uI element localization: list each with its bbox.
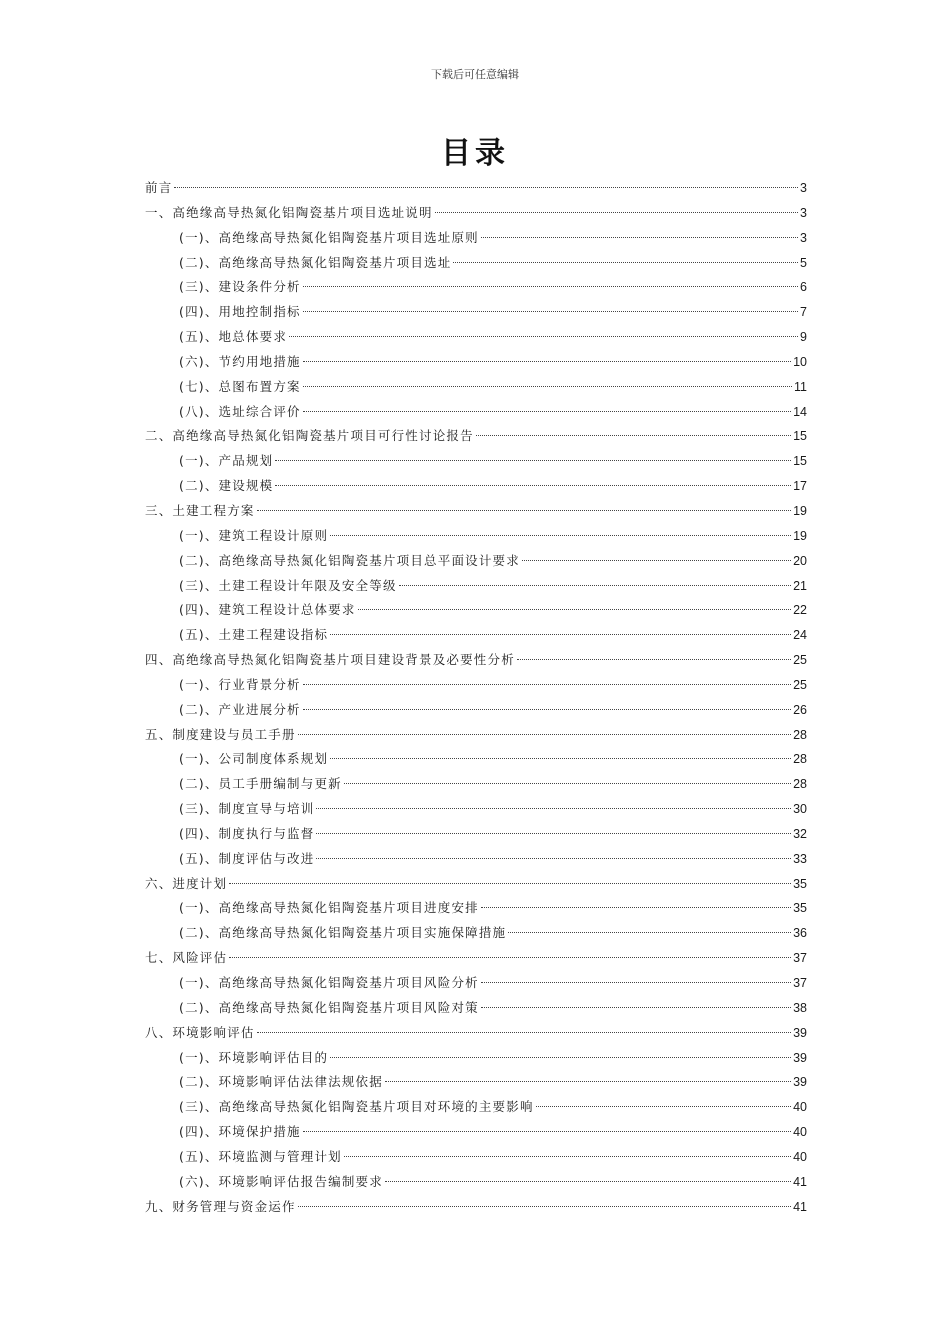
toc-entry-label: 二、高绝缘高导热氮化铝陶瓷基片项目可行性讨论报告 (145, 428, 474, 444)
toc-dot-leader (303, 684, 791, 685)
toc-entry-label: 六、进度计划 (145, 875, 228, 891)
toc-entry-label: (三)、制度宣导与培训 (179, 801, 315, 817)
toc-entry-page: 33 (793, 851, 807, 866)
toc-entry-label: (四)、环境保护措施 (179, 1124, 301, 1140)
toc-dot-leader (275, 485, 791, 486)
toc-entry-label: (二)、环境影响评估法律法规依据 (179, 1074, 383, 1090)
toc-entry[interactable] (145, 921, 807, 946)
toc-entry-page: 38 (793, 1000, 807, 1015)
toc-dot-leader (303, 311, 798, 312)
toc-entry-page: 11 (794, 379, 807, 394)
toc-entry-page: 26 (793, 702, 807, 717)
toc-dot-leader (344, 783, 791, 784)
toc-entry-label: (四)、建筑工程设计总体要求 (179, 602, 356, 618)
toc-entry[interactable] (145, 524, 807, 549)
toc-dot-leader (476, 435, 791, 436)
toc-entry[interactable] (145, 723, 807, 748)
toc-entry-page: 40 (793, 1149, 807, 1164)
toc-entry[interactable] (145, 226, 807, 251)
toc-entry[interactable] (145, 201, 807, 226)
toc-dot-leader (303, 386, 792, 387)
toc-entry[interactable] (145, 1070, 807, 1095)
toc-dot-leader (316, 833, 791, 834)
toc-dot-leader (229, 957, 791, 958)
toc-entry[interactable] (145, 598, 807, 623)
toc-entry-label: (一)、建筑工程设计原则 (179, 527, 329, 543)
toc-entry-page: 28 (793, 777, 807, 792)
toc-entry-page: 36 (793, 926, 807, 941)
toc-entry-label: (二)、员工手册编制与更新 (179, 776, 342, 792)
toc-entry-page: 17 (793, 479, 807, 494)
toc-dot-leader (399, 585, 791, 586)
toc-entry-label: 五、制度建设与员工手册 (145, 726, 296, 742)
toc-entry[interactable] (145, 1021, 807, 1046)
toc-entry-label: (四)、制度执行与监督 (179, 825, 315, 841)
toc-dot-leader (344, 1156, 791, 1157)
toc-entry-label: (三)、高绝缘高导热氮化铝陶瓷基片项目对环境的主要影响 (179, 1099, 534, 1115)
toc-entry-page: 20 (793, 553, 807, 568)
toc-dot-leader (303, 709, 791, 710)
toc-entry-label: (五)、地总体要求 (179, 329, 288, 345)
toc-entry-label: (一)、高绝缘高导热氮化铝陶瓷基片项目选址原则 (179, 229, 479, 245)
toc-entry[interactable] (145, 772, 807, 797)
toc-dot-leader (330, 535, 791, 536)
toc-entry-page: 21 (793, 578, 807, 593)
toc-entry-page: 28 (793, 752, 807, 767)
toc-entry-page: 14 (793, 404, 807, 419)
toc-entry-label: (二)、高绝缘高导热氮化铝陶瓷基片项目总平面设计要求 (179, 552, 520, 568)
toc-dot-leader (298, 1206, 791, 1207)
page-title: 目录 (441, 136, 509, 171)
toc-dot-leader (330, 758, 791, 759)
toc-entry-page: 41 (793, 1174, 807, 1189)
toc-entry-page: 41 (793, 1199, 807, 1214)
toc-entry[interactable] (145, 1145, 807, 1170)
toc-entry-page: 32 (793, 826, 807, 841)
toc-entry[interactable] (145, 449, 807, 474)
toc-entry-page: 39 (793, 1050, 807, 1065)
toc-dot-leader (508, 932, 791, 933)
toc-entry-label: (一)、产品规划 (179, 453, 274, 469)
toc-entry-page: 28 (793, 727, 807, 742)
toc-entry[interactable] (145, 275, 807, 300)
toc-entry-label: (一)、公司制度体系规划 (179, 751, 329, 767)
toc-entry-label: 八、环境影响评估 (145, 1024, 255, 1040)
toc-dot-leader (316, 808, 791, 809)
toc-entry-label: (二)、高绝缘高导热氮化铝陶瓷基片项目实施保障措施 (179, 925, 507, 941)
toc-entry-label: (五)、环境监测与管理计划 (179, 1148, 342, 1164)
toc-entry[interactable] (145, 325, 807, 350)
toc-entry[interactable] (145, 971, 807, 996)
toc-dot-leader (481, 907, 791, 908)
toc-entry-page: 19 (793, 503, 807, 518)
toc-dot-leader (481, 1007, 791, 1008)
toc-entry-page: 22 (793, 603, 807, 618)
toc-entry-page: 37 (793, 976, 807, 990)
toc-dot-leader (303, 1131, 791, 1132)
toc-entry[interactable] (145, 574, 807, 599)
toc-entry-page: 37 (793, 951, 807, 966)
toc-entry-page: 35 (793, 876, 807, 891)
toc-entry-label: (三)、土建工程设计年限及安全等级 (179, 577, 397, 593)
toc-entry-label: (一)、高绝缘高导热氮化铝陶瓷基片项目进度安排 (179, 900, 479, 916)
header-note: 下载后可任意编辑 (431, 68, 519, 81)
toc-dot-leader (536, 1106, 791, 1107)
toc-entry[interactable] (145, 424, 807, 449)
toc-dot-leader (289, 336, 798, 337)
toc-entry-label: 九、财务管理与资金运作 (145, 1198, 296, 1214)
toc-entry-page: 5 (800, 255, 807, 270)
toc-entry-label: 七、风险评估 (145, 950, 228, 966)
toc-entry-page: 3 (800, 230, 807, 245)
toc-dot-leader (385, 1081, 791, 1082)
toc-dot-leader (174, 187, 798, 188)
toc-entry[interactable] (145, 896, 807, 921)
toc-entry-page: 39 (793, 1025, 807, 1040)
toc-dot-leader (303, 286, 798, 287)
toc-entry[interactable] (145, 251, 807, 276)
toc-dot-leader (275, 460, 791, 461)
toc-entry[interactable] (145, 300, 807, 325)
toc-dot-leader (257, 1032, 791, 1033)
toc-entry[interactable] (145, 1120, 807, 1145)
toc-dot-leader (229, 883, 791, 884)
toc-entry-label: (八)、选址综合评价 (179, 403, 301, 419)
toc-entry[interactable] (145, 549, 807, 574)
toc-entry[interactable] (145, 872, 807, 897)
toc-entry-label: (二)、建设规模 (179, 478, 274, 494)
toc-entry-page: 35 (793, 901, 807, 916)
toc-entry[interactable] (145, 350, 807, 375)
toc-entry-label: 四、高绝缘高导热氮化铝陶瓷基片项目建设背景及必要性分析 (145, 652, 515, 668)
toc-entry-label: (七)、总图布置方案 (179, 378, 301, 394)
toc-entry-label: 一、高绝缘高导热氮化铝陶瓷基片项目选址说明 (145, 204, 433, 220)
toc-dot-leader (385, 1181, 791, 1182)
toc-entry[interactable] (145, 996, 807, 1021)
toc-entry-page: 40 (793, 1125, 807, 1140)
toc-entry[interactable] (145, 1095, 807, 1120)
toc-dot-leader (481, 237, 798, 238)
toc-entry[interactable] (145, 1046, 807, 1071)
toc-entry[interactable] (145, 648, 807, 673)
toc-dot-leader (517, 659, 791, 660)
toc-dot-leader (303, 361, 791, 362)
toc-entry-label: (一)、行业背景分析 (179, 676, 301, 692)
toc-entry-page: 3 (800, 181, 807, 195)
toc-entry-page: 25 (793, 677, 807, 692)
toc-entry-page: 15 (793, 454, 807, 469)
toc-entry[interactable] (145, 400, 807, 425)
toc-entry[interactable] (145, 623, 807, 648)
toc-entry-page: 19 (793, 528, 807, 543)
toc-dot-leader (298, 734, 791, 735)
toc-entry-label: (一)、环境影响评估目的 (179, 1049, 329, 1065)
toc-entry-label: 前言 (145, 180, 173, 195)
toc-entry-label: (五)、土建工程建设指标 (179, 627, 329, 643)
toc-entry[interactable] (145, 747, 807, 772)
toc-entry[interactable] (145, 797, 807, 822)
toc-entry-page: 10 (793, 354, 807, 369)
toc-dot-leader (358, 609, 792, 610)
toc-entry-label: 三、土建工程方案 (145, 502, 255, 518)
toc-entry-page: 40 (793, 1100, 807, 1115)
toc-entry-label: (六)、节约用地措施 (179, 353, 301, 369)
toc-entry-page: 30 (793, 802, 807, 817)
toc-entry[interactable] (145, 822, 807, 847)
toc-dot-leader (435, 212, 798, 213)
toc-dot-leader (453, 262, 798, 263)
toc-entry-page: 6 (800, 280, 807, 295)
toc-entry-label: (一)、高绝缘高导热氮化铝陶瓷基片项目风险分析 (179, 975, 479, 990)
toc-dot-leader (481, 982, 791, 983)
toc-entry-page: 7 (800, 305, 807, 320)
toc-entry[interactable] (145, 946, 807, 971)
toc-dot-leader (330, 1057, 791, 1058)
toc-dot-leader (330, 634, 791, 635)
toc-entry-label: (六)、环境影响评估报告编制要求 (179, 1173, 383, 1189)
toc-entry-label: (二)、高绝缘高导热氮化铝陶瓷基片项目选址 (179, 254, 452, 270)
toc-entry[interactable] (145, 499, 807, 524)
toc-entry-label: (五)、制度评估与改进 (179, 850, 315, 866)
toc-entry[interactable] (145, 375, 807, 400)
toc-entry[interactable] (145, 847, 807, 872)
toc-entry-page: 39 (793, 1075, 807, 1090)
toc-entry-label: (三)、建设条件分析 (179, 279, 301, 295)
toc-entry[interactable] (145, 474, 807, 499)
toc-entry-page: 24 (793, 628, 807, 643)
toc-entry-page: 3 (800, 205, 807, 220)
toc-entry[interactable] (145, 673, 807, 698)
toc-entry-label: (二)、产业进展分析 (179, 701, 301, 717)
toc-dot-leader (316, 858, 791, 859)
toc-entry-page: 25 (793, 653, 807, 668)
toc-entry[interactable] (145, 1195, 807, 1220)
toc-entry[interactable] (145, 1170, 807, 1195)
toc-entry-label: (四)、用地控制指标 (179, 304, 301, 320)
toc-entry-page: 15 (793, 429, 807, 444)
toc-dot-leader (257, 510, 791, 511)
toc-dot-leader (522, 560, 791, 561)
toc-entry[interactable] (145, 698, 807, 723)
toc-entry-label: (二)、高绝缘高导热氮化铝陶瓷基片项目风险对策 (179, 999, 479, 1015)
toc-entry-page: 9 (800, 330, 807, 345)
toc-dot-leader (303, 411, 791, 412)
toc-entry[interactable] (145, 176, 807, 201)
table-of-contents (145, 176, 807, 1219)
